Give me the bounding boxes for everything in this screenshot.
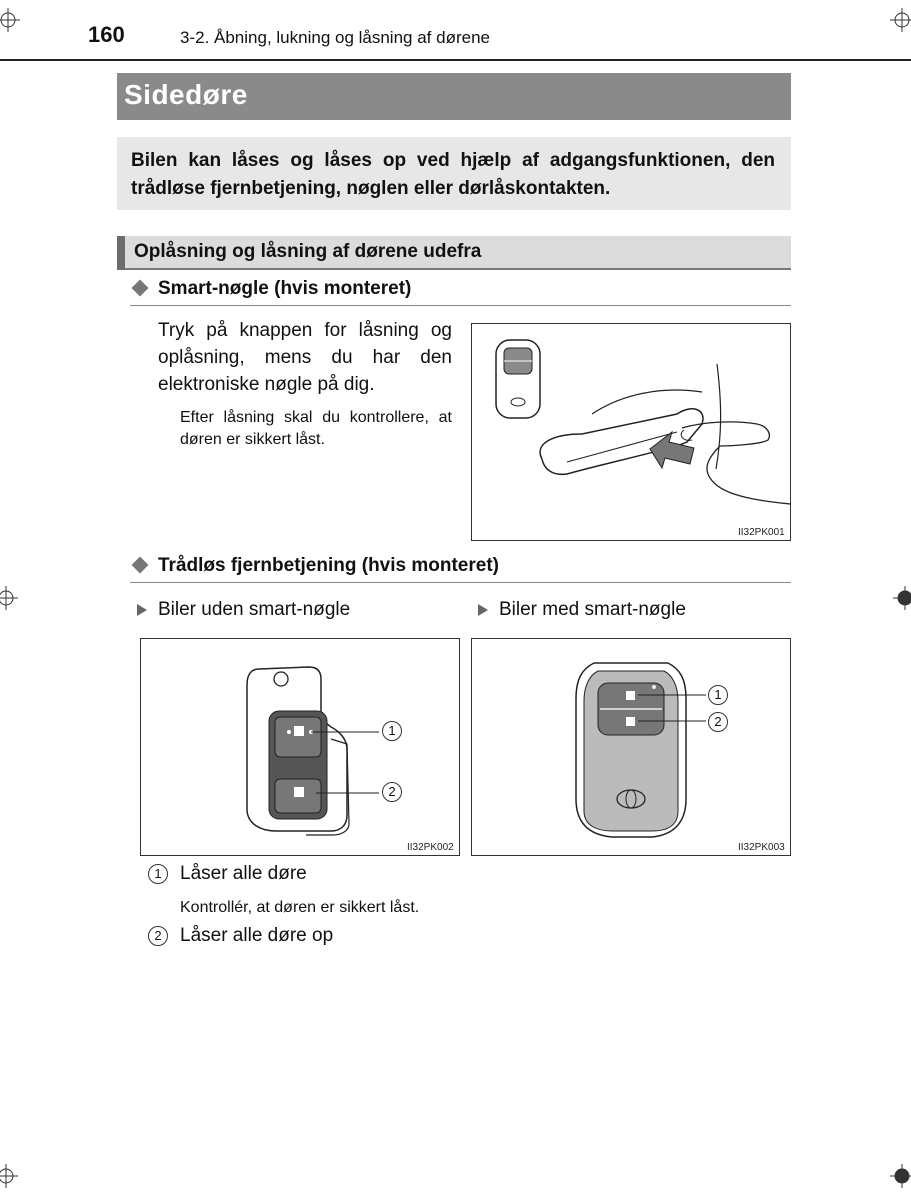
smart-key-note: Efter låsning skal du kontrollere, at døren er sikkert låst. (180, 409, 452, 448)
figure-id: II32PK003 (738, 842, 785, 853)
legend-note-1: Kontrollér, at døren er sikkert låst. (180, 899, 420, 916)
registration-mark-icon (890, 1164, 911, 1188)
header-divider (0, 59, 911, 61)
smart-key-figure (471, 638, 791, 856)
remote-heading: Trådløs fjernbetjening (hvis monteret) (158, 555, 499, 576)
callout-1: 1 (708, 685, 728, 705)
subheading-divider (130, 582, 791, 583)
callout-2: 2 (708, 712, 728, 732)
smart-key-illustration (472, 639, 790, 855)
section-accent (117, 236, 125, 270)
smart-key-heading: Smart-nøgle (hvis monteret) (158, 278, 412, 299)
diamond-bullet-icon (132, 280, 149, 297)
flip-key-figure (140, 638, 460, 856)
registration-mark-icon (0, 586, 18, 610)
diamond-bullet-icon (132, 557, 149, 574)
section-heading: Oplåsning og låsning af dørene udefra (134, 241, 482, 262)
intro-text: Bilen kan låses og låses op ved hjælp af adgangsfunktionen, den trådløse fjernbetjening, nøglen eller dørlåskontakten. (131, 150, 775, 199)
callout-1: 1 (382, 721, 402, 741)
legend-num-2: 2 (148, 926, 168, 946)
figure-id: II32PK001 (738, 527, 785, 538)
triangle-bullet-icon (137, 604, 147, 616)
door-handle-illustration (472, 324, 790, 540)
flip-key-illustration (141, 639, 459, 855)
registration-mark-icon (0, 1164, 18, 1188)
registration-mark-icon (0, 8, 20, 32)
col-right-label: Biler med smart-nøgle (499, 599, 686, 620)
registration-mark-icon (890, 8, 911, 32)
col-left-label: Biler uden smart-nøgle (158, 599, 351, 620)
smart-key-paragraph: Tryk på knappen for låsning og oplåsning, mens du har den elektroniske nøgle på dig. (158, 320, 452, 395)
door-handle-figure (471, 323, 791, 541)
subheading-divider (130, 305, 791, 306)
legend-label-1: Låser alle døre (180, 863, 307, 884)
page-title: Sidedøre (124, 79, 248, 110)
triangle-bullet-icon (478, 604, 488, 616)
callout-2: 2 (382, 782, 402, 802)
legend-label-2: Låser alle døre op (180, 925, 334, 946)
chapter-heading: 3-2. Åbning, lukning og låsning af dørene (180, 28, 490, 47)
page-number: 160 (88, 22, 125, 47)
legend-num-1: 1 (148, 864, 168, 884)
figure-id: II32PK002 (407, 842, 454, 853)
registration-mark-icon (893, 586, 911, 610)
